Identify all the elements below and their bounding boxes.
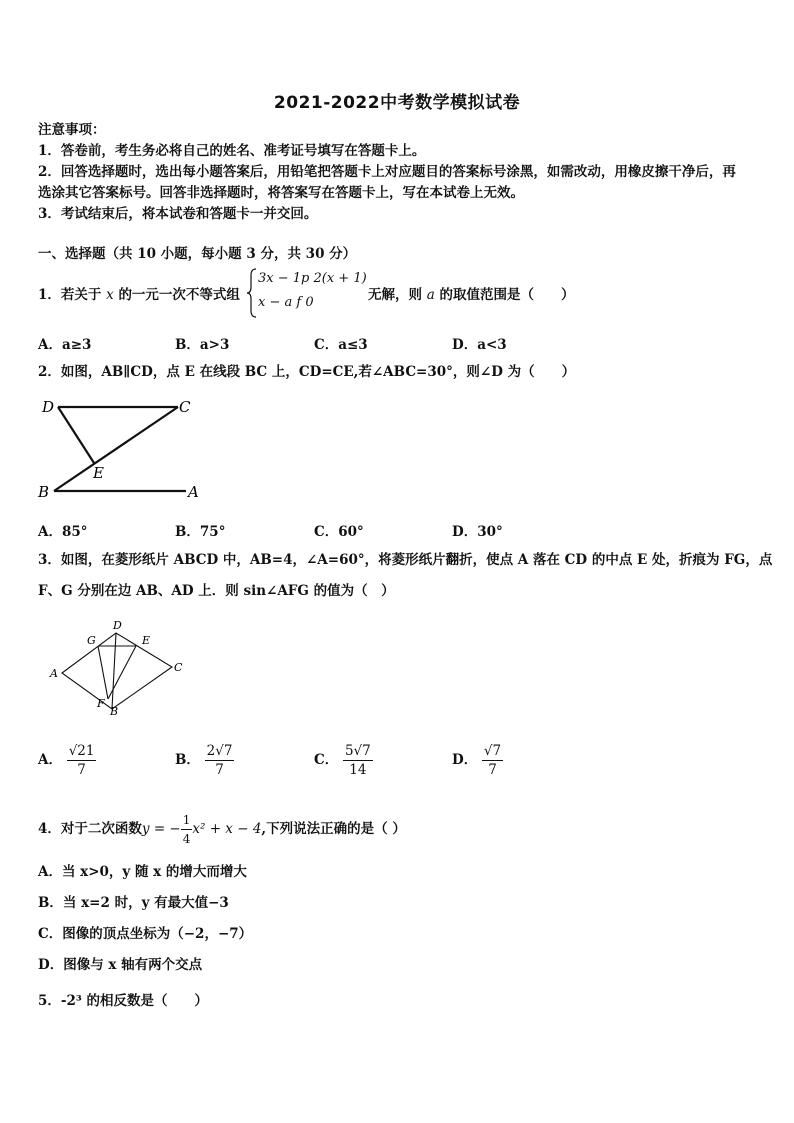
q1-option-d: D．a<3 — [452, 337, 507, 353]
q1-text-prefix: 1．若关于 — [38, 287, 102, 303]
notice-heading: 注意事项： — [38, 122, 106, 138]
q2-option-c: C．60° — [314, 524, 364, 540]
q3-stem-line-2: F、G 分别在边 AB、AD 上．则 sin∠AFG 的值为（ ） — [38, 583, 395, 599]
q3-segment-db — [112, 633, 116, 709]
q2-label-e: E — [93, 464, 104, 482]
q4-option-b: B．当 x=2 时，y 有最大值−3 — [38, 895, 229, 911]
q1-var-x: x — [106, 287, 114, 303]
q1-inequality-system — [246, 267, 367, 319]
q3-option-b — [175, 742, 234, 779]
q4-text-prefix: 4．对于二次函数 — [38, 821, 142, 837]
q3-rhombus — [62, 633, 172, 709]
q3-options — [38, 742, 758, 782]
q4-option-a: A．当 x>0，y 随 x 的增大而增大 — [38, 864, 247, 880]
q2-option-a: A．85° — [38, 524, 88, 540]
q3-option-b-denominator: 7 — [215, 762, 224, 778]
q3-option-d-numerator: √7 — [483, 743, 502, 759]
q3-label-g: G — [87, 634, 96, 647]
q3-label-a: A — [50, 667, 58, 680]
q3-option-d — [452, 742, 503, 779]
notice-item-2-line-2: 选涂其它答案标号。回答非选择题时，将答案写在答题卡上，写在本试卷上无效。 — [38, 185, 524, 201]
q4-text-suffix: ,下列说法正确的是（ ） — [261, 821, 406, 837]
q2-label-c: C — [179, 398, 191, 416]
q2-option-b: B．75° — [175, 524, 226, 540]
q4-func-lhs: y = − — [141, 821, 181, 837]
q3-option-a-denominator: 7 — [77, 762, 86, 778]
q2-label-a: A — [188, 483, 199, 501]
q3-segment-gf — [98, 646, 108, 699]
q3-option-a-numerator: √21 — [68, 743, 95, 759]
q2-figure — [36, 395, 206, 505]
q3-option-c-fraction — [343, 742, 373, 779]
q1-text-suffix-a: 无解，则 — [368, 287, 422, 303]
q1-prefix — [38, 285, 240, 305]
q3-label-e: E — [142, 634, 151, 647]
page-title: 2021-2022中考数学模拟试卷 — [273, 93, 521, 113]
q1-text-middle: 的一元一次不等式组 — [118, 287, 240, 303]
q1-option-b: B．a>3 — [175, 337, 230, 353]
q4-func-numerator: 1 — [181, 811, 193, 830]
q3-label-b: B — [110, 705, 119, 718]
q1-var-a: a — [426, 287, 435, 303]
q1-text-suffix-b: 的取值范围是（ ） — [439, 287, 575, 303]
q3-option-a-fraction — [67, 742, 97, 779]
q3-label-d: D — [113, 619, 122, 632]
q3-option-b-numerator: 2√7 — [206, 743, 233, 759]
q1-option-c: C．a≤3 — [314, 337, 368, 353]
section-heading: 一、选择题（共 10 小题，每小题 3 分，共 30 分） — [38, 246, 357, 262]
q3-option-b-fraction — [205, 742, 235, 779]
q1-system-line-1: 3x − 1p 2(x + 1) — [258, 271, 367, 286]
notice-item-2-line-1: 2．回答选择题时，选出每小题答案后，用铅笔把答题卡上对应题目的答案标号涂黑，如需改动，用橡皮擦干净后，再 — [38, 164, 736, 180]
q2-label-d: D — [42, 398, 55, 416]
q3-option-d-fraction — [482, 742, 503, 779]
q3-option-a — [38, 742, 96, 779]
q3-label-f: F — [97, 697, 105, 710]
q4-option-d: D．图像与 x 轴有两个交点 — [38, 957, 203, 973]
notice-item-1: 1．答卷前，考生务必将自己的姓名、准考证号填写在答题卡上。 — [38, 143, 426, 159]
q1-suffix — [368, 285, 574, 305]
q4-option-c: C．图像的顶点坐标为（−2，−7） — [38, 926, 253, 942]
q3-option-b-letter: B． — [175, 752, 200, 768]
q1-option-a: A．a≥3 — [38, 337, 92, 353]
q4-func-denominator: 4 — [182, 832, 191, 846]
q2-stem: 2．如图，AB∥CD，点 E 在线段 BC 上，CD=CE,若∠ABC=30°，则∠D 为（ ） — [38, 364, 576, 380]
q3-option-c-denominator: 14 — [349, 762, 367, 778]
q4-stem — [38, 810, 406, 848]
q3-label-c: C — [174, 661, 183, 674]
q3-option-a-letter: A． — [38, 752, 62, 768]
q2-option-d: D．30° — [452, 524, 503, 540]
q2-segment-de — [58, 407, 94, 463]
notice-item-3: 3．考试结束后，将本试卷和答题卡一并交回。 — [38, 206, 318, 222]
q4-func-fraction — [181, 811, 193, 848]
q2-label-b: B — [38, 483, 50, 501]
q2-segment-cb — [54, 407, 178, 491]
q3-option-d-letter: D． — [452, 752, 478, 768]
q3-segment-ef — [108, 646, 136, 699]
left-brace-icon — [246, 267, 258, 319]
q3-option-c-numerator: 5√7 — [344, 743, 371, 759]
q3-option-c-letter: C． — [314, 752, 339, 768]
q3-option-c — [314, 742, 373, 779]
q5-stem: 5．-2³ 的相反数是（ ） — [38, 993, 209, 1009]
q3-option-d-denominator: 7 — [488, 762, 497, 778]
q1-system-line-2: x − a f 0 — [258, 295, 314, 310]
q3-stem-line-1: 3．如图，在菱形纸片 ABCD 中，AB=4，∠A=60°，将菱形纸片翻折，使点 A 落在 CD 的中点 E 处，折痕为 FG，点 — [38, 552, 773, 568]
q3-figure — [46, 615, 196, 721]
q4-func-rhs: x² + x − 4 — [192, 821, 262, 837]
